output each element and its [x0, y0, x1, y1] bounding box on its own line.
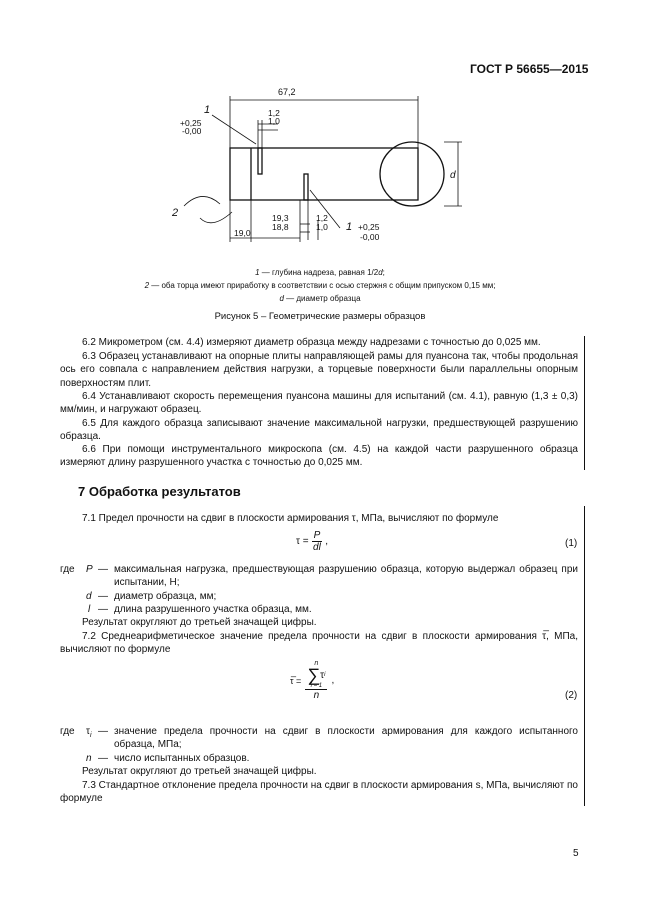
dim-notch2-a: 1,2 [316, 213, 328, 223]
equation-2-number: (2) [565, 690, 578, 701]
where2-label: где [60, 726, 75, 737]
dim-notch-a: 1,2 [268, 108, 280, 118]
dim-diameter: d [450, 170, 456, 181]
paragraph-6-4: 6.4 Устанавливают скорость перемещения пуансона машины для испытаний (см. 4.1), равную (1,3 ± 0,3) мм/мин, и нагружают образец. [60, 391, 578, 416]
dim-mid-a: 19,3 [272, 213, 289, 223]
revision-bar-2 [584, 506, 585, 806]
equation-2: τ̅ = n ∑ τ i i = 1 n , [290, 660, 335, 701]
callout-1: 1 [204, 104, 211, 116]
where-label: где [60, 564, 75, 575]
specimen-drawing [160, 80, 480, 260]
dim-left-len: 19,0 [234, 228, 251, 238]
paragraph-7-3: 7.3 Стандартное отклонение предела прочности на сдвиг в плоскости армирования s, МПа, вычисляют по формуле [60, 780, 578, 805]
dim-tol2-minus: -0,00 [360, 232, 380, 242]
revision-bar-1 [584, 336, 585, 470]
notch-top [258, 148, 262, 174]
where-def-P: максимальная нагрузка, предшествующая разрушению образца, которую выдержал образец при испытании, Н; [114, 564, 578, 589]
dim-mid-b: 18,8 [272, 222, 289, 232]
where-def-l: длина разрушенного участка образца, мм. [114, 604, 312, 615]
paragraph-6-5: 6.5 Для каждого образца записывают значение максимальной нагрузки, предшествующей разрушению образца. [60, 418, 578, 443]
where-sym-l: l [88, 604, 91, 615]
legend-item-3: d — диаметр образца [279, 294, 361, 303]
paragraph-6-3: 6.3 Образец устанавливают на опорные плиты направляющей рамы для пуансона так, чтобы продольная ось его совпала с направлением действия нагрузки, а торцевые поверхности были параллельны опорным поверхностям плит. [60, 351, 578, 389]
callout-2: 2 [172, 207, 179, 219]
legend-item-2: 2 — оба торца имеют приработку в соответствии с осью стержня с общим припуском 0,15 мм; [144, 281, 496, 290]
figure-caption: Рисунок 5 – Геометрические размеры образцов [214, 311, 426, 322]
where-sym-d: d [86, 591, 92, 602]
dim-total: 67,2 [278, 87, 296, 97]
notch-bottom [304, 174, 308, 200]
dim-tol-minus: -0,00 [182, 126, 202, 136]
where-def-d: диаметр образца, мм; [114, 591, 217, 602]
end-view-circle [380, 142, 444, 206]
paragraph-7-2: 7.2 Среднеарифметическое значение предела прочности на сдвиг в плоскости армирования τ̅, МПа, вычисляют по формуле [60, 631, 578, 656]
page-number: 5 [573, 848, 579, 859]
where2-def-tau: значение предела прочности на сдвиг в плоскости армирования для каждого испытанного образца, МПа; [114, 726, 578, 751]
equation-1-number: (1) [565, 538, 578, 549]
where2-sym-tau: $\tau_i$ [86, 726, 92, 739]
legend-item-1: 1 — глубина надреза, равная 1/2d; [255, 268, 385, 277]
rounding-note-1: Результат округляют до третьей значащей цифры. [82, 617, 317, 628]
callout-1b: 1 [346, 221, 353, 233]
rounding-note-2: Результат округляют до третьей значащей цифры. [82, 766, 317, 777]
paragraph-6-6: 6.6 При помощи инструментального микроскопа (см. 4.5) на каждой части разрушенного образца измеряют длину разрушенного участка с точностью до 0,025 мм. [60, 444, 578, 469]
where-sym-P: P [86, 564, 93, 575]
dim-tol2-plus: +0,25 [358, 222, 380, 232]
dim-notch-b: 1,0 [268, 116, 280, 126]
equation-1: τ = $\frac{P}{dl}$ , [296, 530, 329, 553]
where2-def-n: число испытанных образцов. [114, 753, 250, 764]
dim-notch2-b: 1,0 [316, 222, 328, 232]
paragraph-6-2: 6.2 Микрометром (см. 4.4) измеряют диаметр образца между надрезами с точностью до 0,025 мм. [82, 337, 541, 348]
paragraph-7-1: 7.1 Предел прочности на сдвиг в плоскости армирования τ, МПа, вычисляют по формуле [82, 513, 499, 524]
where2-sym-n: n [86, 753, 92, 764]
dim-tol-plus: +0,25 [180, 118, 202, 128]
standard-header: ГОСТ Р 56655—2015 [470, 62, 589, 76]
section-7-title: 7 Обработка результатов [78, 484, 241, 499]
